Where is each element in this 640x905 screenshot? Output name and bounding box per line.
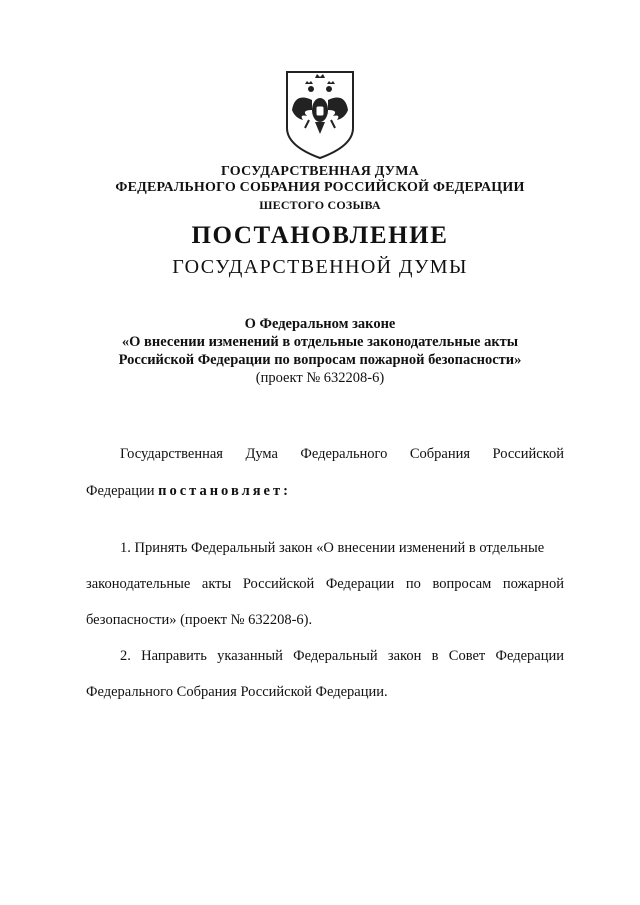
resolves-word: постановляет: <box>158 483 291 499</box>
item2-line-1 <box>120 648 564 665</box>
org-line-duma: ГОСУДАРСТВЕННАЯ ДУМА <box>221 164 419 179</box>
subject-line-3: Российской Федерации по вопросам пожарной безопасности» <box>118 352 522 368</box>
document-subtitle: ГОСУДАРСТВЕННОЙ ДУМЫ <box>172 256 468 278</box>
intro-word: Федерального <box>300 446 388 462</box>
intro-word: Государственная <box>120 446 223 462</box>
intro-line-1 <box>120 446 564 463</box>
item1-line-1: 1. Принять Федеральный закон «О внесении изменений в отдельные <box>120 540 545 556</box>
subject-line-2: «О внесении изменений в отдельные законодательные акты <box>121 334 519 350</box>
intro-word: Дума <box>245 446 278 462</box>
state-emblem-icon <box>285 70 355 160</box>
subject-line-1: О Федеральном законе <box>244 316 396 332</box>
org-line-convocation: ШЕСТОГО СОЗЫВА <box>259 198 381 212</box>
org-line-federal-assembly: ФЕДЕРАЛЬНОГО СОБРАНИЯ РОССИЙСКОЙ ФЕДЕРАЦИИ <box>115 180 525 195</box>
intro-federation: Федерации <box>86 483 155 499</box>
item1-line-3: безопасности» (проект № 632208-6). <box>86 612 313 628</box>
item1-line-2 <box>86 576 564 593</box>
project-number: (проект № 632208-6) <box>255 370 385 386</box>
intro-line-2 <box>86 483 291 500</box>
item2-line-1-text: 2. Направить указанный Федеральный закон в Совет Федерации <box>120 648 564 664</box>
item1-line-2-text: законодательные акты Российской Федерации по вопросам пожарной <box>86 576 564 592</box>
intro-word: Российской <box>492 446 564 462</box>
document-title: ПОСТАНОВЛЕНИЕ <box>191 222 449 249</box>
intro-word: Собрания <box>409 446 471 462</box>
item2-line-2: Федерального Собрания Российской Федерации. <box>86 684 388 700</box>
